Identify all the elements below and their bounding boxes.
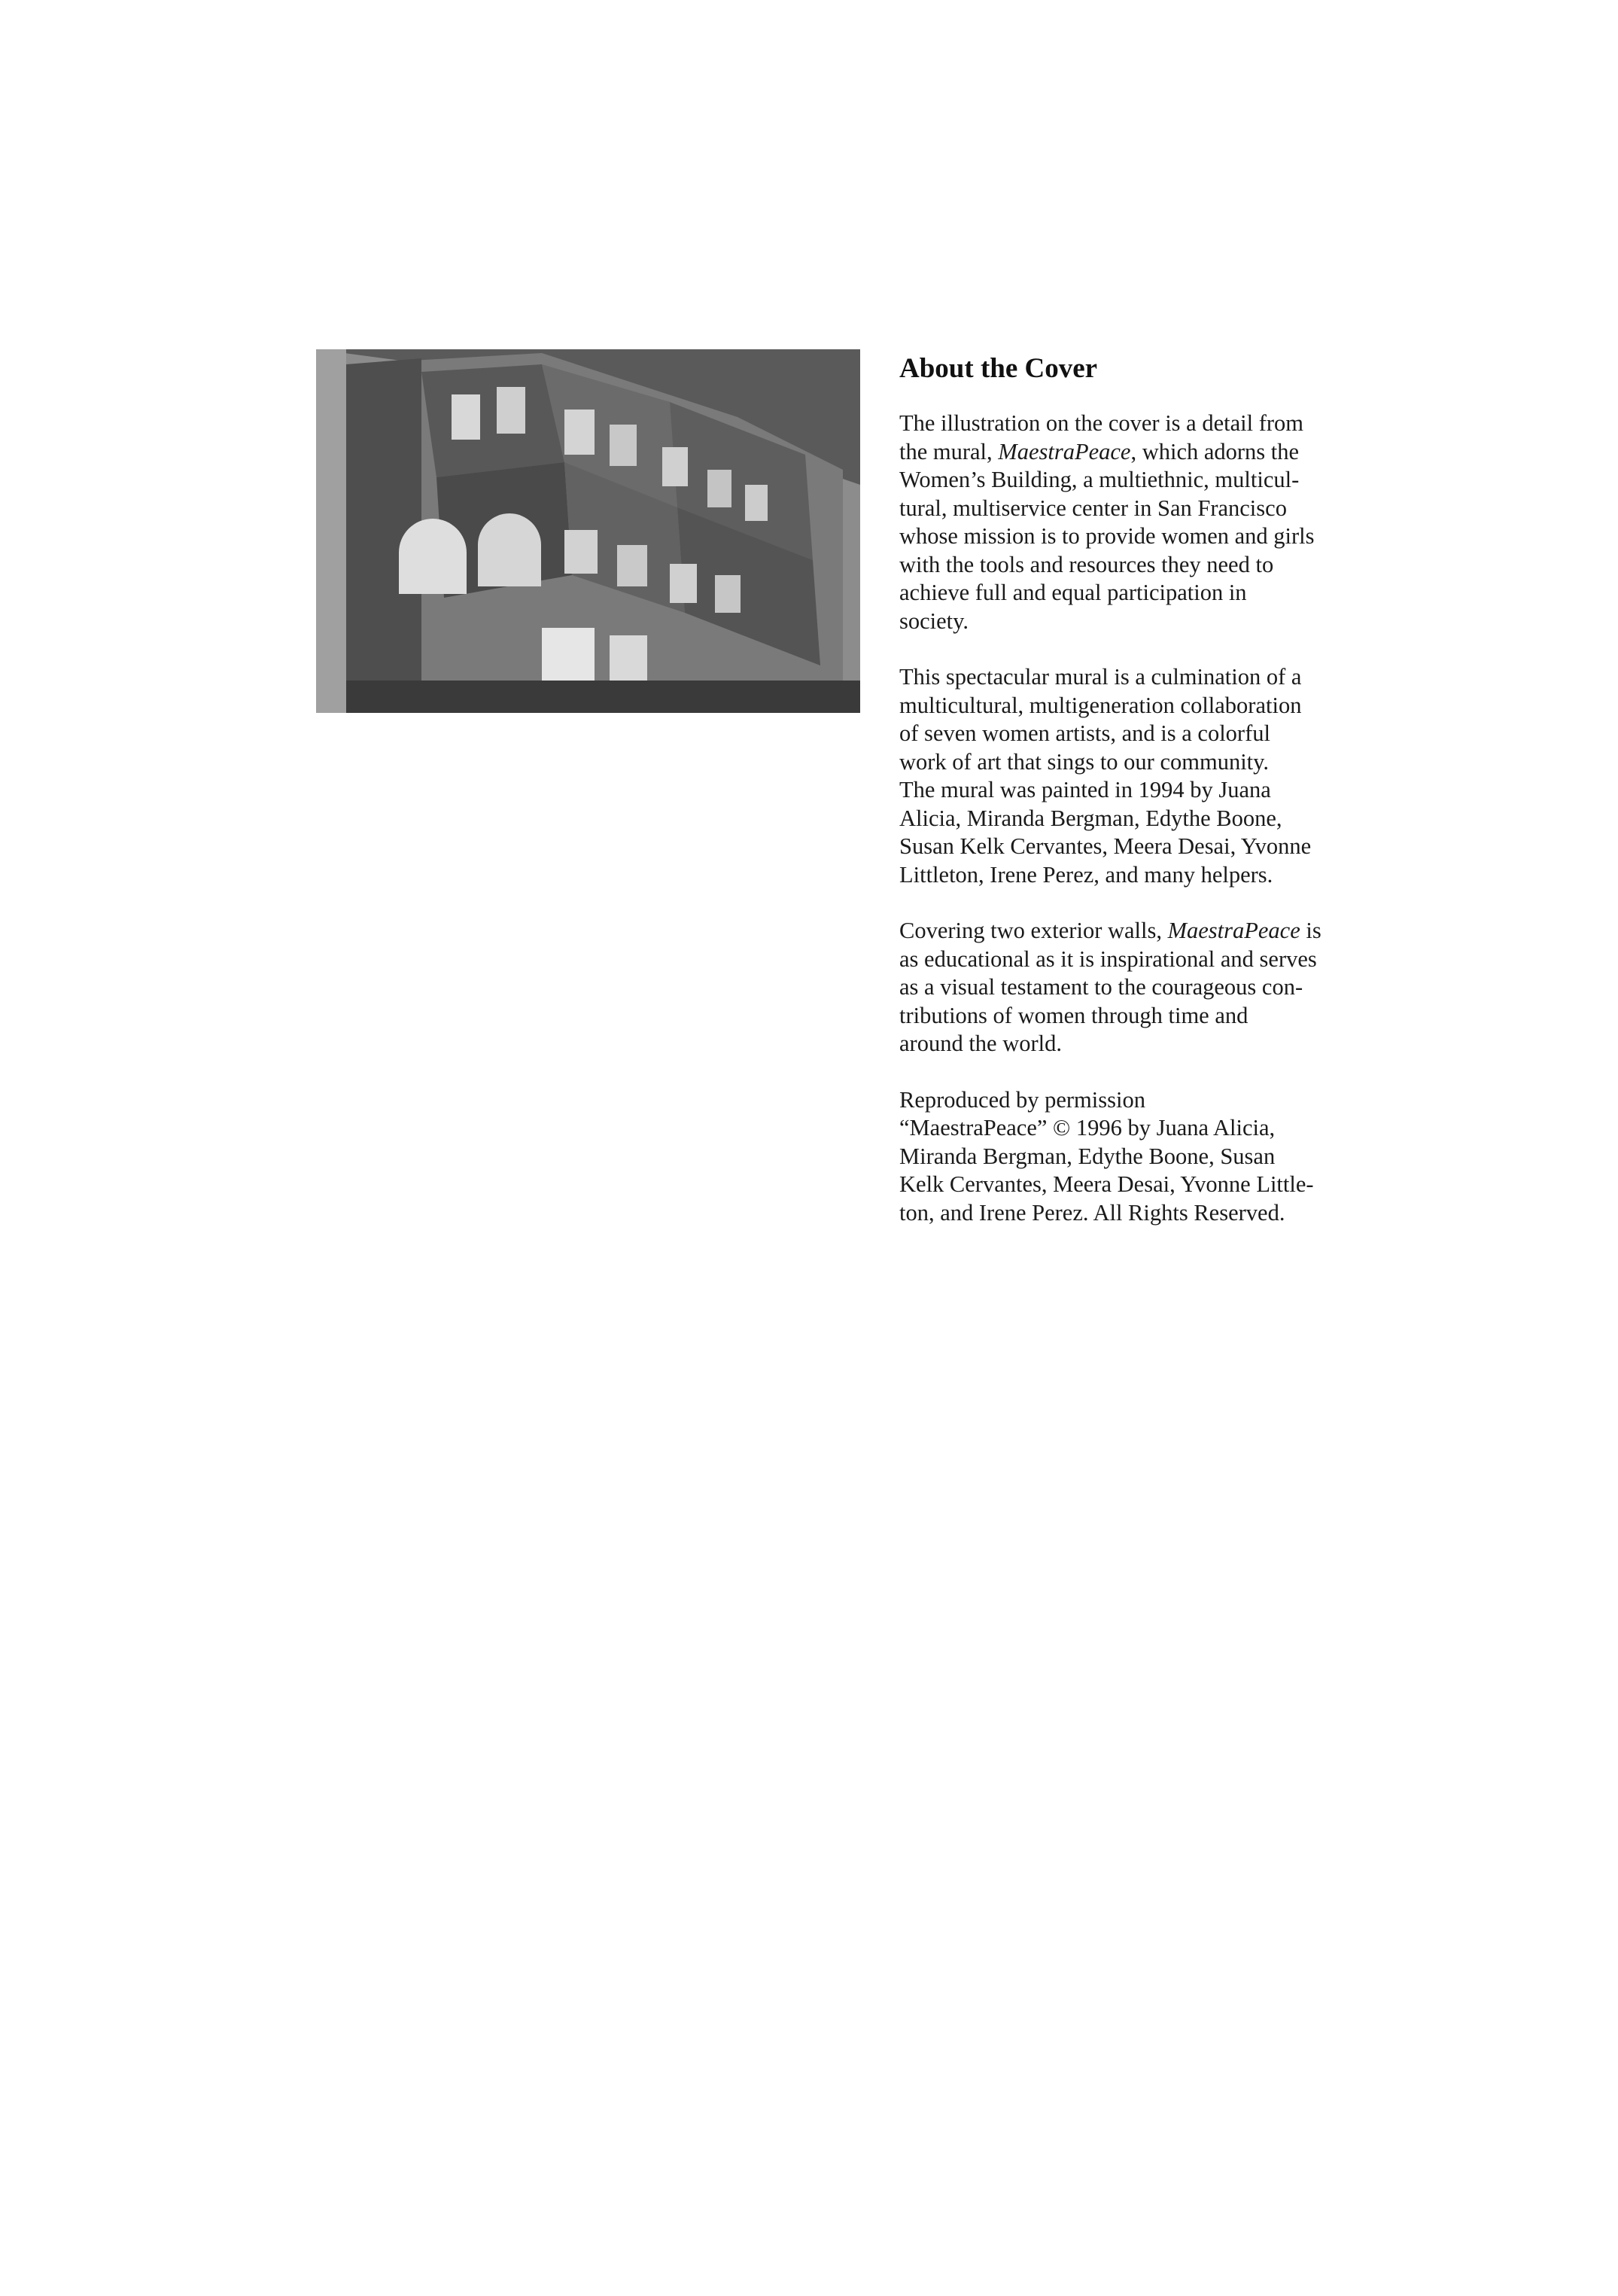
text-segment: work of art that sings to our community.: [899, 748, 1270, 775]
text-segment: as educational as it is inspirational and serves: [899, 946, 1317, 972]
text-line: [899, 607, 1366, 636]
text-line: [899, 579, 1366, 607]
body-paragraphs: [899, 410, 1366, 1227]
text-line: [899, 748, 1366, 777]
text-segment: tributions of women through time and: [899, 1002, 1248, 1028]
text-line: [899, 1030, 1366, 1058]
text-segment: of seven women artists, and is a colorful: [899, 720, 1270, 746]
text-line: [899, 438, 1366, 467]
text-segment: This spectacular mural is a culmination of a: [899, 664, 1302, 690]
text-segment: Littleton, Irene Perez, and many helpers.: [899, 861, 1273, 888]
paragraph-4: [899, 1086, 1366, 1228]
text-line: [899, 861, 1366, 890]
text-segment: the mural,: [899, 438, 999, 464]
text-line: [899, 1086, 1366, 1115]
text-segment: “MaestraPeace” © 1996 by Juana Alicia,: [899, 1115, 1276, 1140]
text-line: [899, 946, 1366, 974]
text-segment: Covering two exterior walls,: [899, 918, 1168, 943]
text-segment: Kelk Cervantes, Meera Desai, Yvonne Little-: [899, 1171, 1314, 1197]
mural-building-icon: [316, 349, 860, 713]
text-line: [899, 1002, 1366, 1031]
about-cover-text: [899, 349, 1366, 1255]
text-line: [899, 1143, 1366, 1171]
mural-building-photo: [316, 349, 860, 713]
text-line: [899, 692, 1366, 720]
text-segment: The illustration on the cover is a detail from: [899, 410, 1303, 436]
text-segment: whose mission is to provide women and girls: [899, 523, 1315, 549]
text-segment: as a visual testament to the courageous con-: [899, 974, 1303, 1000]
text-line: [899, 1199, 1366, 1228]
text-segment: Miranda Bergman, Edythe Boone, Susan: [899, 1143, 1276, 1169]
text-line: [899, 1171, 1366, 1199]
text-segment: , which adorns the: [1130, 438, 1300, 464]
paragraph-2: [899, 663, 1366, 889]
text-line: [899, 917, 1366, 946]
text-segment: The mural was painted in 1994 by Juana: [899, 777, 1271, 802]
text-line: [899, 833, 1366, 861]
text-segment: around the world.: [899, 1031, 1062, 1056]
text-line: [899, 663, 1366, 692]
text-segment: ton, and Irene Perez. All Rights Reserved.: [899, 1199, 1285, 1226]
text-segment: Women’s Building, a multiethnic, multicul-: [899, 467, 1300, 492]
text-line: [899, 495, 1366, 523]
text-line: [899, 720, 1366, 748]
text-segment: multicultural, multigeneration collaboration: [899, 692, 1302, 718]
text-line: [899, 410, 1366, 438]
italic-title: MaestraPeace: [998, 438, 1131, 464]
paragraph-1: [899, 410, 1366, 635]
text-segment: Alicia, Miranda Bergman, Edythe Boone,: [899, 805, 1282, 831]
text-line: [899, 522, 1366, 551]
text-segment: Reproduced by permission: [899, 1086, 1145, 1113]
italic-title: MaestraPeace: [1167, 918, 1300, 943]
text-line: [899, 466, 1366, 495]
text-segment: tural, multiservice center in San Francisco: [899, 495, 1287, 521]
text-segment: achieve full and equal participation in: [899, 580, 1247, 605]
text-line: [899, 1114, 1366, 1143]
text-segment: with the tools and resources they need to: [899, 551, 1274, 577]
text-line: [899, 776, 1366, 805]
text-segment: society.: [899, 607, 969, 634]
paragraph-3: [899, 917, 1366, 1058]
text-segment: Susan Kelk Cervantes, Meera Desai, Yvonne: [899, 833, 1312, 859]
text-line: [899, 551, 1366, 580]
text-line: [899, 973, 1366, 1002]
text-segment: is: [1300, 918, 1321, 943]
text-line: [899, 805, 1366, 833]
page-title: About the Cover: [899, 353, 1098, 384]
